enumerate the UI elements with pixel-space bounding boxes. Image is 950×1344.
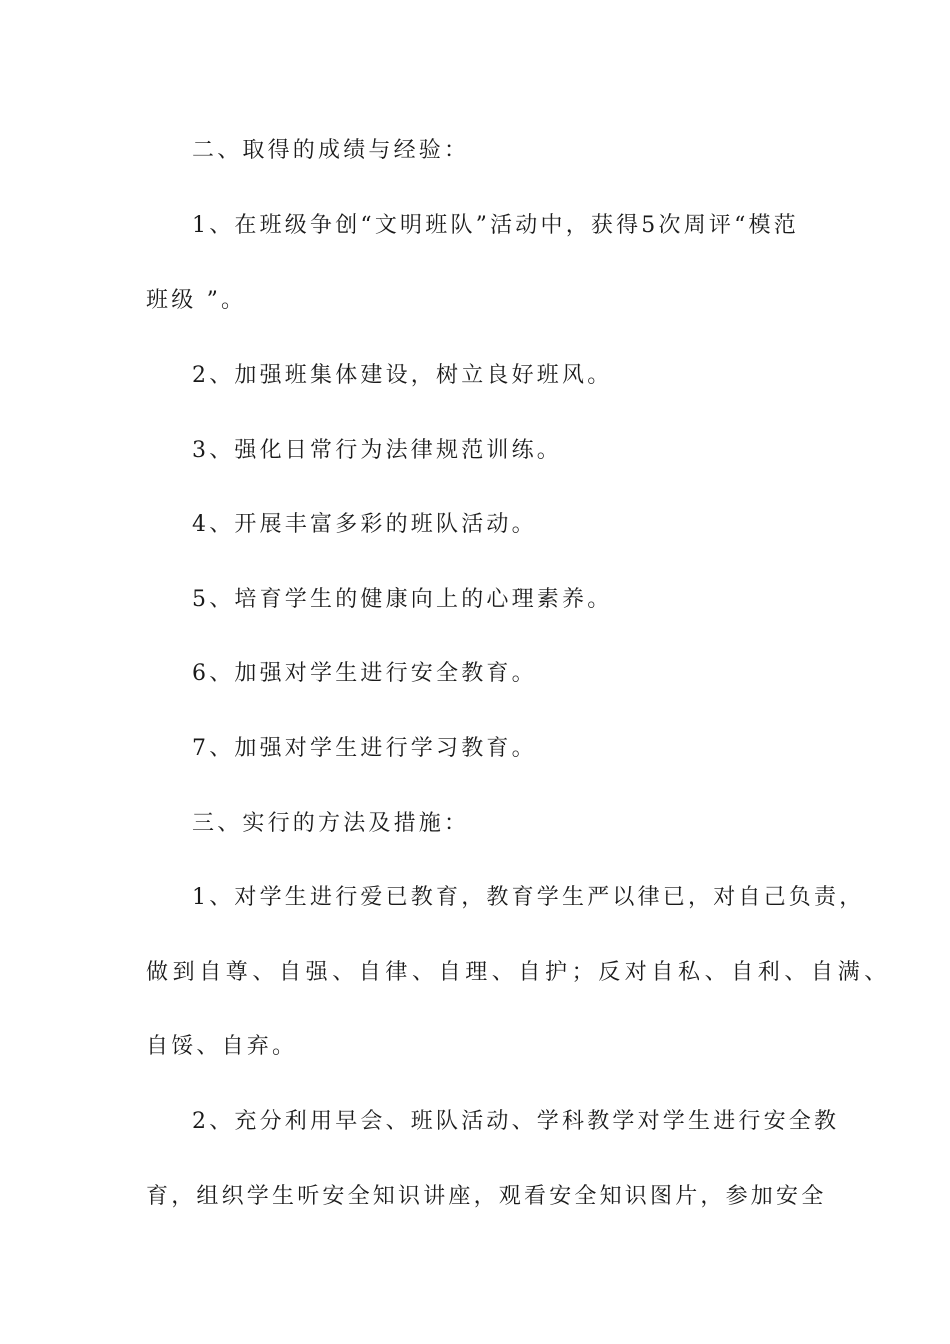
paragraph-line: 3、强化日常行为法律规范训练。 bbox=[192, 438, 562, 463]
section-heading-methods: 三、实行的方法及措施： bbox=[192, 811, 470, 836]
paragraph-line: 育，组织学生听安全知识讲座，观看安全知识图片，参加安全 bbox=[146, 1184, 827, 1209]
paragraph-line: 4、开展丰富多彩的班队活动。 bbox=[192, 512, 537, 537]
paragraph-line: 2、充分利用早会、班队活动、学科教学对学生进行安全教 bbox=[192, 1109, 840, 1134]
paragraph-line: 7、加强对学生进行学习教育。 bbox=[192, 736, 537, 761]
paragraph-line: 自馁、自弃。 bbox=[146, 1034, 298, 1059]
paragraph-line: 5、培育学生的健康向上的心理素养。 bbox=[192, 587, 613, 612]
section-heading-achievements: 二、取得的成绩与经验： bbox=[192, 138, 470, 163]
paragraph-line: 做到自尊、自强、自律、自理、自护；反对自私、自利、自满、 bbox=[146, 960, 891, 985]
paragraph-line: 班级 ”。 bbox=[146, 288, 247, 313]
paragraph-line: 1、对学生进行爱已教育，教育学生严以律已，对自己负责， bbox=[192, 885, 865, 910]
paragraph-line: 6、加强对学生进行安全教育。 bbox=[192, 661, 537, 686]
paragraph-line: 1、在班级争创“文明班队”活动中，获得5次周评“模范 bbox=[192, 213, 799, 238]
paragraph-line: 2、加强班集体建设，树立良好班风。 bbox=[192, 363, 613, 388]
